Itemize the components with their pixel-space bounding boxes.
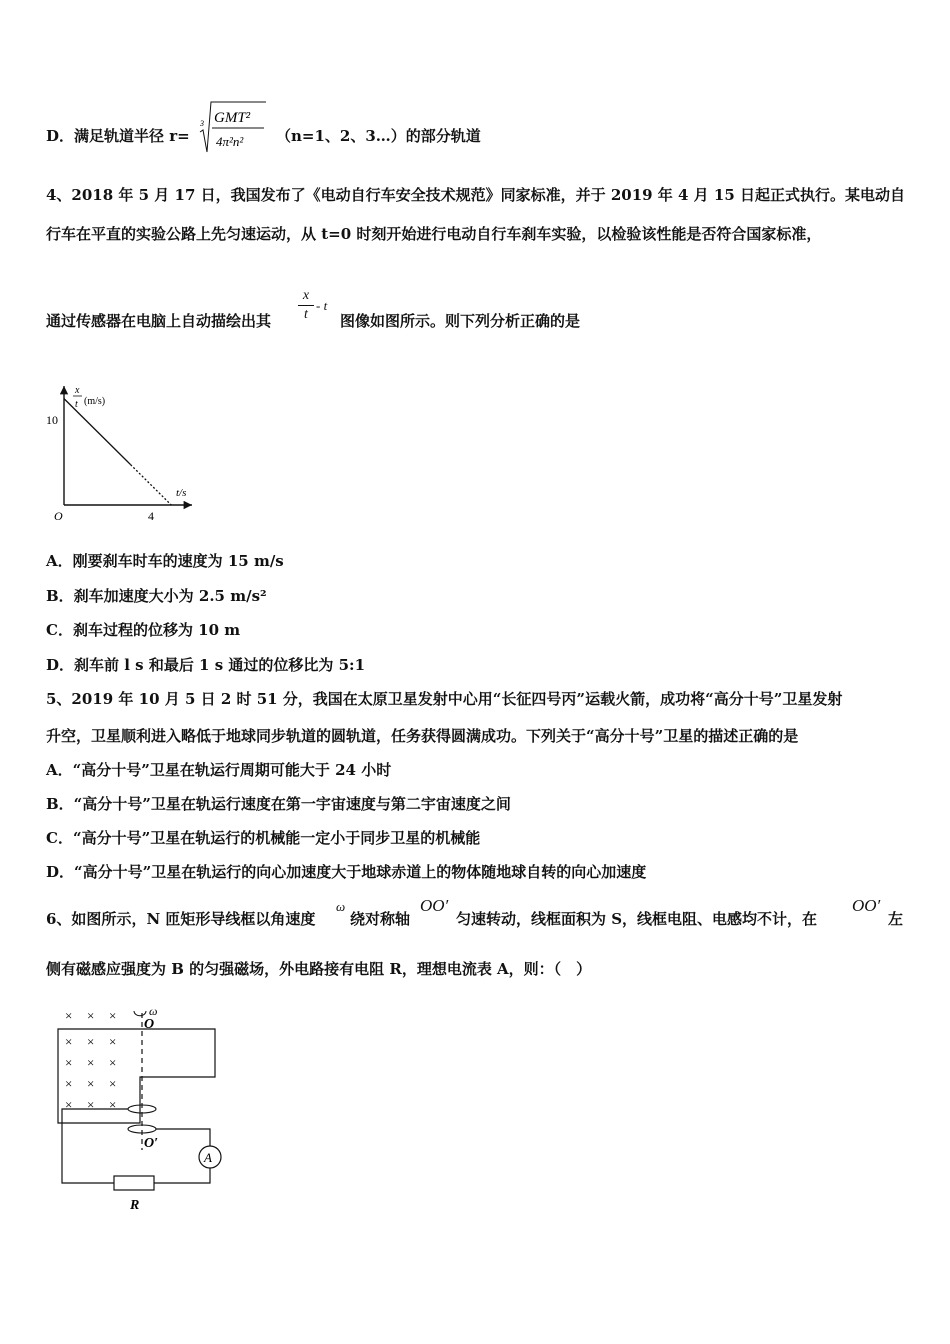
field-x-mark: × xyxy=(65,1055,73,1070)
axis-label-o-prime: O′ xyxy=(144,1136,159,1151)
q4-option-b: B．刹车加速度大小为 2.5 m/s² xyxy=(46,587,267,605)
outer-wire-bottom xyxy=(154,1168,210,1183)
x-label: t/s xyxy=(176,487,187,499)
q6-part2: 绕对称轴 xyxy=(350,910,411,928)
ammeter-label: A xyxy=(204,1150,212,1165)
q4-fraction xyxy=(298,287,314,324)
circuit-figure xyxy=(50,1005,240,1215)
q6-part1: 6、如图所示，N 匝矩形导线框以角速度 xyxy=(46,910,316,928)
q6-line2: 侧有磁感应强度为 B 的匀强磁场，外电路接有电阻 R，理想电流表 A，则：（ ） xyxy=(46,960,592,978)
axis-label-o: O xyxy=(144,1017,155,1032)
q3-option-d-prefix: D．满足轨道半径 r= xyxy=(46,127,190,145)
q4-frac-dash: - t xyxy=(316,298,328,313)
field-x-mark: × xyxy=(109,1008,117,1023)
y-label-unit: (m/s) xyxy=(84,396,106,407)
q3-option-d-suffix-wrap xyxy=(276,126,481,146)
field-x-mark: × xyxy=(87,1055,95,1070)
formula-denominator: 4π²n² xyxy=(216,134,244,149)
q4-line1: 4、2018 年 5 月 17 日，我国发布了《电动自行车安全技术规范》同家标准，并于 2019 年 4 月 15 日起正式执行。某电动自 xyxy=(46,186,906,204)
resistor xyxy=(114,1176,154,1190)
field-x-mark: × xyxy=(65,1034,73,1049)
radical-index: 3 xyxy=(200,119,204,128)
field-x-mark: × xyxy=(109,1097,117,1112)
rotation-arrow-icon xyxy=(134,1011,146,1016)
q4-line3-suffix: 图像如图所示。则下列分析正确的是 xyxy=(340,312,581,330)
q5-option-c: C．“高分十号”卫星在轨运行的机械能一定小于同步卫星的机械能 xyxy=(46,829,481,847)
q5-option-b: B．“高分十号”卫星在轨运行速度在第一宇宙速度与第二宇宙速度之间 xyxy=(46,795,511,813)
outer-wire-right xyxy=(156,1129,210,1147)
field-x-mark: × xyxy=(109,1055,117,1070)
q4-line3-prefix: 通过传感器在电脑上自动描绘出其 xyxy=(46,312,272,330)
field-x-mark: × xyxy=(87,1076,95,1091)
q4-frac-den: t xyxy=(304,307,308,322)
q5-line2: 升空，卫星顺利进入略低于地球同步轨道的圆轨道，任务获得圆满成功。下列关于“高分十号”卫星的描述正确的是 xyxy=(46,727,799,745)
x-tick-label: 4 xyxy=(148,509,154,523)
q4-option-c: C．刹车过程的位移为 10 m xyxy=(46,621,241,639)
q5-option-d: D．“高分十号”卫星在轨运行的向心加速度大于地球赤道上的物体随地球自转的向心加速度 xyxy=(46,863,647,881)
magnetic-field-marks xyxy=(65,1008,116,1112)
q4-line2: 行车在平直的实验公路上先匀速运动，从 t=0 时刻开始进行电动自行车刹车实验，以检验该性能是否符合国家标准， xyxy=(46,225,822,243)
q5-option-a: A．“高分十号”卫星在轨运行周期可能大于 24 小时 xyxy=(46,761,392,779)
q3-option-d xyxy=(46,126,190,146)
field-x-mark: × xyxy=(65,1008,73,1023)
q6-omega: ω xyxy=(336,899,346,914)
q4-option-d: D．刹车前 l s 和最后 1 s 通过的位移比为 5:1 xyxy=(46,656,366,674)
field-x-mark: × xyxy=(109,1034,117,1049)
axis-label-omega: ω xyxy=(149,1005,158,1018)
field-x-mark: × xyxy=(87,1034,95,1049)
field-x-mark: × xyxy=(87,1008,95,1023)
q6-part4: 左 xyxy=(888,910,904,928)
q4-line3 xyxy=(46,311,271,331)
q4-frac-num: x xyxy=(302,288,310,303)
q6-axis: OO′ xyxy=(420,896,449,915)
series-dashed xyxy=(131,465,172,505)
radical-formula xyxy=(194,98,268,156)
q4-option-a: A．刚要刹车时车的速度为 15 m/s xyxy=(46,552,284,570)
outer-wire-left xyxy=(62,1109,128,1183)
origin-label: O xyxy=(54,509,63,523)
series-solid xyxy=(64,399,131,465)
formula-numerator: GMT² xyxy=(214,110,251,126)
y-label-den: t xyxy=(75,399,78,410)
q3-option-d-suffix: （n=1、2、3…）的部分轨道 xyxy=(276,127,481,145)
field-x-mark: × xyxy=(109,1076,117,1091)
field-x-mark: × xyxy=(65,1097,73,1112)
q6-axis2: OO′ xyxy=(852,896,881,915)
q6-part3: 匀速转动，线框面积为 S，线框电阻、电感均不计，在 xyxy=(456,910,818,928)
y-tick-label: 10 xyxy=(46,413,58,427)
q5-line1: 5、2019 年 10 月 5 日 2 时 51 分，我国在太原卫星发射中心用“长征四号丙”运载火箭，成功将“高分十号”卫星发射 xyxy=(46,690,843,708)
y-label-num: x xyxy=(75,385,80,396)
field-x-mark: × xyxy=(65,1076,73,1091)
resistor-label: R xyxy=(130,1198,140,1213)
field-x-mark: × xyxy=(87,1097,95,1112)
xt-t-chart xyxy=(40,380,200,525)
